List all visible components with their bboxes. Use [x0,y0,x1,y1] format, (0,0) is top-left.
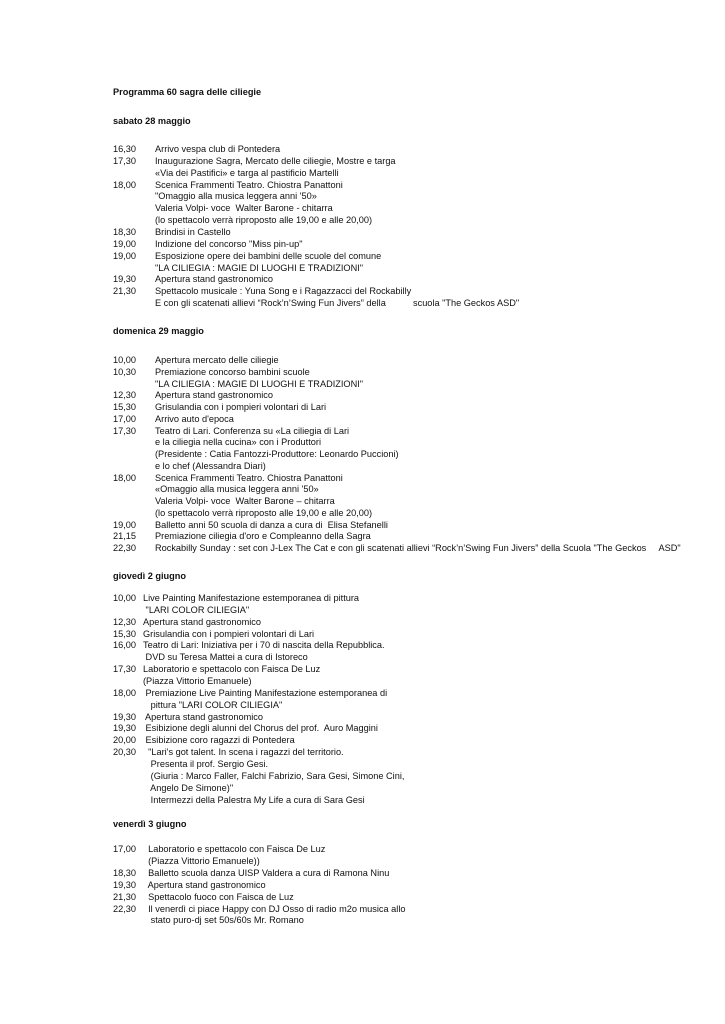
event-time: 17,00 [113,413,136,424]
event-time: 22,30 [113,903,136,914]
day-heading: venerdì 3 giugno [113,819,187,829]
event-time: 17,30 [113,664,136,675]
event-description: Laboratorio e spettacolo con Faisca De Luz [143,664,321,675]
event-description: «Omaggio alla musica leggera anni '50» [155,484,319,495]
event-description: Apertura stand gastronomico [155,390,273,401]
event-time: 21,30 [113,286,136,297]
event-time: 21,30 [113,891,136,902]
event-time: 18,00 [113,179,136,190]
event-description: Apertura stand gastronomico [155,274,273,285]
event-description: DVD su Teresa Mattei a cura di Istoreco [143,652,308,663]
event-time: 20,00 [113,735,136,746]
event-time: 17,30 [113,425,136,436]
event-description: e lo chef (Alessandra Diari) [155,460,266,471]
event-description: Teatro di Lari: Iniziativa per i 70 di nascita della Repubblica. [143,640,385,651]
event-description: "LA CILIEGIA : MAGIE DI LUOGHI E TRADIZIONI" [155,378,364,389]
event-time: 19,30 [113,274,136,285]
event-description: Arrivo vespa club di Pontedera [155,144,281,154]
event-time: 15,30 [113,402,136,412]
day-heading: domenica 29 maggio [113,326,204,336]
event-time: 19,00 [113,519,136,530]
event-description: (Giuria : Marco Faller, Falchi Fabrizio, Sara Gesi, Simone Cini, [143,770,405,781]
event-description: Indizione del concorso "Miss pin-up" [155,238,303,249]
day-heading: giovedì 2 giugno [113,571,186,581]
event-description: Spettacolo fuoco con Faisca de Luz [143,891,294,902]
event-time: 12,30 [113,616,136,627]
event-description: Premiazione ciliegia d'oro e Compleanno della Sagra [155,531,371,542]
event-description: Apertura mercato delle ciliegie [155,355,279,365]
event-time: 18,00 [113,472,136,483]
event-description: stato puro-dj set 50s/60s Mr. Romano [143,915,304,926]
event-description: Scenica Frammenti Teatro. Chiostra Panattoni [155,472,343,483]
event-description: «Via dei Pastifici» e targa al pastificio Martelli [155,167,339,178]
event-description: Arrivo auto d'epoca [155,413,234,424]
event-description: Valeria Volpi- voce Walter Barone - chitarra [155,203,333,214]
event-description: E con gli scatenati allievi “Rock’n’Swing Fun Jivers” della [155,298,386,308]
event-time: 10,30 [113,366,136,377]
event-time: 18,00 [113,687,136,698]
event-description: Intermezzi della Palestra My Life a cura di Sara Gesi [143,794,365,805]
event-description: (lo spettacolo verrà riproposto alle 19,00 e alle 20,00) [155,507,373,518]
event-description: (Piazza Vittorio Emanuele) [143,676,252,686]
event-description: Premiazione Live Painting Manifestazione estemporanea di [143,687,388,698]
event-time: 19,30 [113,711,136,722]
program-title: Programma 60 sagra delle ciliegie [113,87,262,97]
event-time: 19,30 [113,723,136,734]
event-time: 17,00 [113,844,136,854]
event-time: 22,30 [113,543,136,553]
event-time: 18,30 [113,867,136,878]
event-description: (Piazza Vittorio Emanuele)) [143,855,260,866]
event-time: 16,30 [113,144,136,154]
event-description: Apertura stand gastronomico [143,616,261,627]
event-time: 19,00 [113,238,136,249]
event-time: 10,00 [113,355,136,365]
event-extra: scuola "The Geckos ASD" [413,298,520,308]
event-description: Apertura stand gastronomico [143,711,264,722]
event-description: "Omaggio alla musica leggera anni '50» [155,191,317,202]
event-description: Rockabilly Sunday : set con J-Lex The Cat e con gli scatenati allievi “Rock’n’Swing Fun Jivers” della Scuola "The Geckos ASD" [155,543,681,553]
event-time: 15,30 [113,628,136,639]
event-description: e la ciliegia nella cucina» con i Produttori [155,437,321,448]
event-description: "LA CILIEGIA : MAGIE DI LUOGHI E TRADIZIONI" [155,262,364,273]
event-description: (lo spettacolo verrà riproposto alle 19,00 e alle 20,00) [155,215,373,226]
event-description: Grisulandia con i pompieri volontari di Lari [143,628,315,639]
event-description: Esibizione degli alunni del Chorus del prof. Auro Maggini [143,723,378,734]
event-description: Balletto anni 50 scuola di danza a cura di Elisa Stefanelli [155,519,388,530]
event-description: "LARI COLOR CILIEGIA" [143,604,250,615]
event-description: Brindisi in Castello [155,226,231,237]
event-time: 12,30 [113,390,136,401]
event-description: Scenica Frammenti Teatro. Chiostra Panattoni [155,179,343,190]
event-description: Balletto scuola danza UISP Valdera a cura di Ramona Ninu [143,867,390,878]
event-description: Esibizione coro ragazzi di Pontedera [143,735,295,746]
event-time: 19,00 [113,250,136,261]
event-time: 20,30 [113,747,136,757]
event-description: Live Painting Manifestazione estemporanea di pittura [143,593,360,603]
event-description: "Lari's got talent. In scena i ragazzi del territorio. [143,747,344,757]
event-time: 18,30 [113,226,136,237]
event-description: Grisulandia con i pompieri volontari di Lari [155,402,327,412]
event-time: 17,30 [113,155,136,166]
event-time: 21,15 [113,531,136,542]
event-description: Angelo De Simone)" [143,782,234,793]
event-time: 19,30 [113,879,136,890]
event-description: Valeria Volpi- voce Walter Barone – chitarra [155,496,335,506]
event-description: Il venerdì ci piace Happy con DJ Osso di radio m2o musica allo [143,903,406,914]
event-description: Presenta il prof. Sergio Gesi. [143,758,269,769]
event-description: (Presidente : Catia Fantozzi-Produttore: Leonardo Puccioni) [155,449,399,459]
day-heading: sabato 28 maggio [113,116,191,126]
event-description: Spettacolo musicale : Yuna Song e i Ragazzacci del Rockabilly [155,286,412,297]
event-description: Premiazione concorso bambini scuole [155,366,310,377]
event-description: Laboratorio e spettacolo con Faisca De Luz [143,844,326,854]
event-description: Esposizione opere dei bambini delle scuole del comune [155,250,382,261]
event-time: 10,00 [113,593,136,603]
event-description: Teatro di Lari. Conferenza su «La ciliegia di Lari [155,425,350,436]
event-description: Apertura stand gastronomico [143,879,266,890]
event-description: pittura "LARI COLOR CILIEGIA" [143,699,283,710]
event-time: 16,00 [113,640,136,651]
event-description: Inaugurazione Sagra, Mercato delle ciliegie, Mostre e targa [155,155,396,166]
